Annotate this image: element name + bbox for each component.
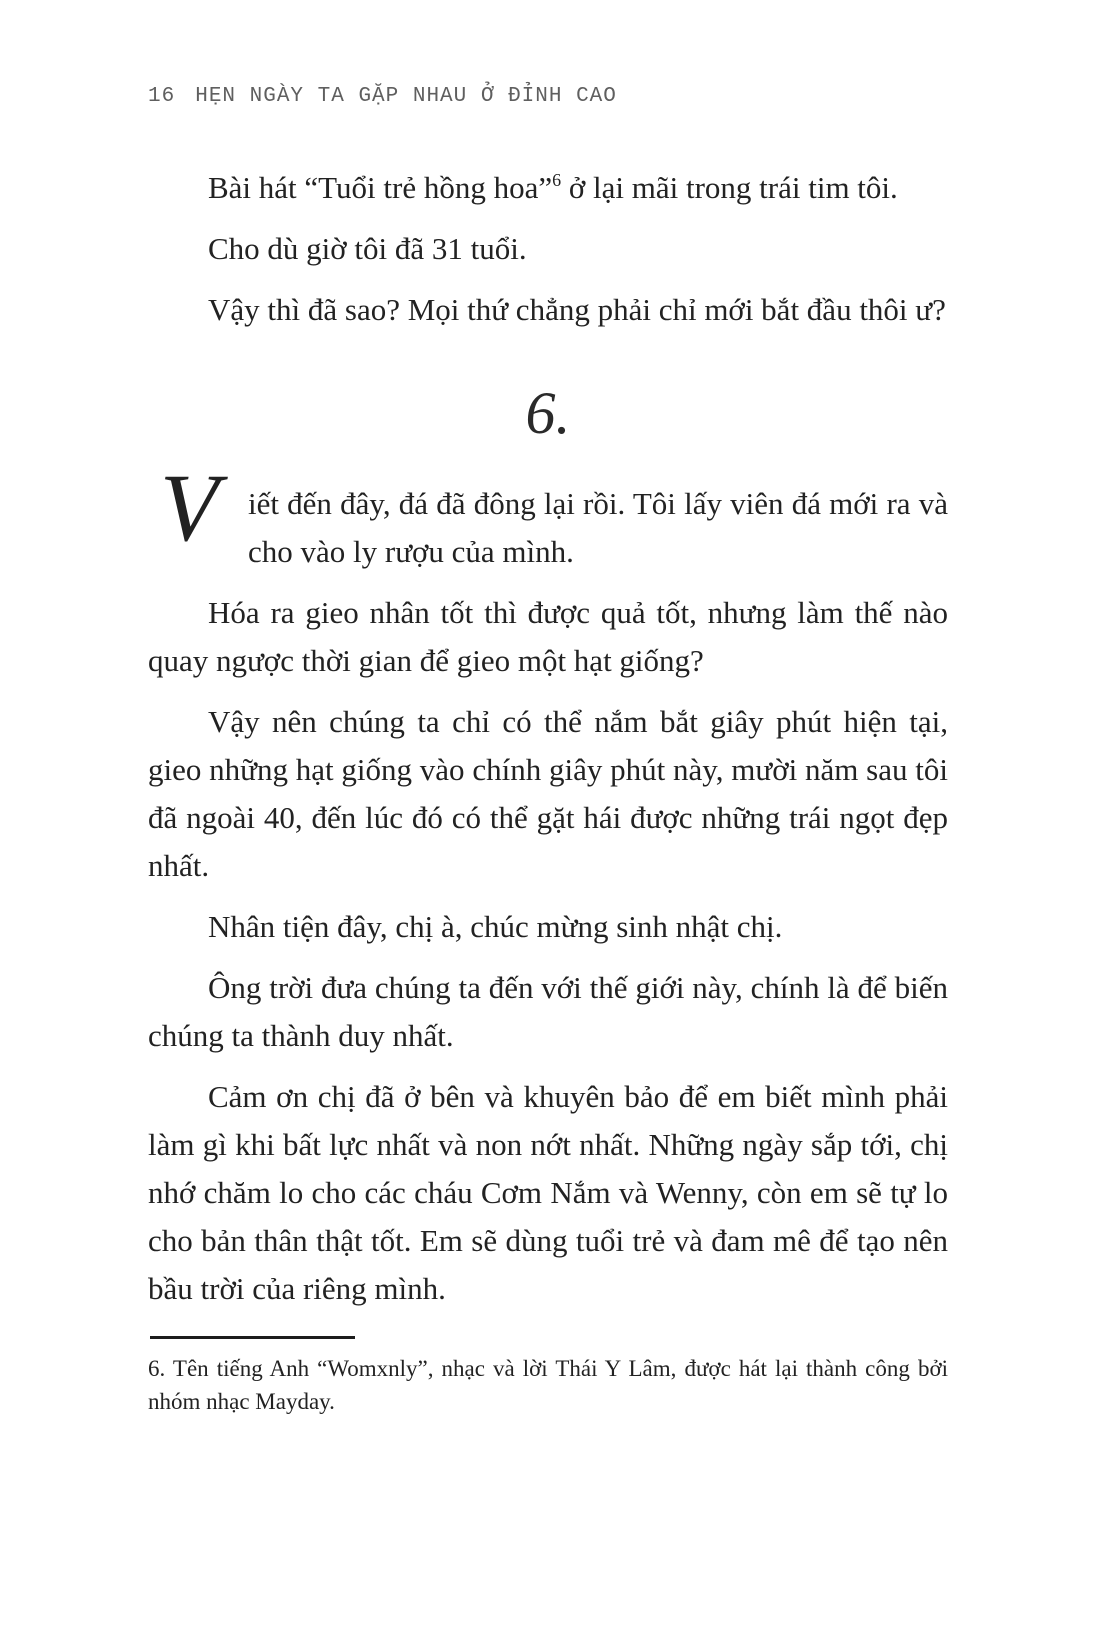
paragraph-unique: Ông trời đưa chúng ta đến với thế giới này, chính là để biến chúng ta thành duy nhất.: [148, 970, 948, 1053]
paragraph-thanks: Cảm ơn chị đã ở bên và khuyên bảo để em biết mình phải làm gì khi bất lực nhất và non nớt nhất. Những ngày sắp tới, chị nhớ chăm lo cho các cháu Cơm Nắm và Wenny, còn em sẽ tự lo cho bản thân thật tốt. Em sẽ dùng tuổi trẻ và đam mê để tạo nên bầu trời của riêng mình.: [148, 1079, 948, 1306]
paragraph-so-what: Vậy thì đã sao? Mọi thứ chẳng phải chỉ mới bắt đầu thôi ư?: [208, 292, 946, 327]
section-number: 6.: [525, 380, 571, 446]
footnote-text: 6. Tên tiếng Anh “Womxnly”, nhạc và lời Thái Y Lâm, được hát lại thành công bởi nhóm nhạc Mayday.: [148, 1356, 948, 1414]
paragraph-sow-seeds: Hóa ra gieo nhân tốt thì được quả tốt, nhưng làm thế nào quay ngược thời gian để gieo một hạt giống?: [148, 595, 948, 678]
running-header: [148, 85, 948, 108]
paragraph-song-quote: [148, 164, 948, 212]
paragraph-birthday: Nhân tiện đây, chị à, chúc mừng sinh nhật chị.: [208, 909, 783, 944]
paragraph-dropcap-text: iết đến đây, đá đã đông lại rồi. Tôi lấy viên đá mới ra và cho vào ly rượu của mình.: [248, 486, 948, 569]
dropcap-letter: V: [160, 454, 219, 561]
footnote-marker: 6: [552, 170, 562, 190]
running-title: HẸN NGÀY TA GẶP NHAU Ở ĐỈNH CAO: [195, 85, 617, 108]
paragraph-song-quote-text: Bài hát “Tuổi trẻ hồng hoa”: [208, 170, 553, 205]
paragraph-age: Cho dù giờ tôi đã 31 tuổi.: [208, 231, 527, 266]
page-number: 16: [148, 85, 176, 108]
footnote-divider: [150, 1336, 355, 1339]
paragraph-present-moment: Vậy nên chúng ta chỉ có thể nắm bắt giây phút hiện tại, gieo những hạt giống vào chính giây phút này, mười năm sau tôi đã ngoài 40, đến lúc đó có thể gặt hái được những trái ngọt đẹp nhất.: [148, 704, 948, 883]
paragraph-dropcap: [148, 454, 948, 576]
paragraph-song-quote-tail: ở lại mãi trong trái tim tôi.: [561, 170, 898, 205]
